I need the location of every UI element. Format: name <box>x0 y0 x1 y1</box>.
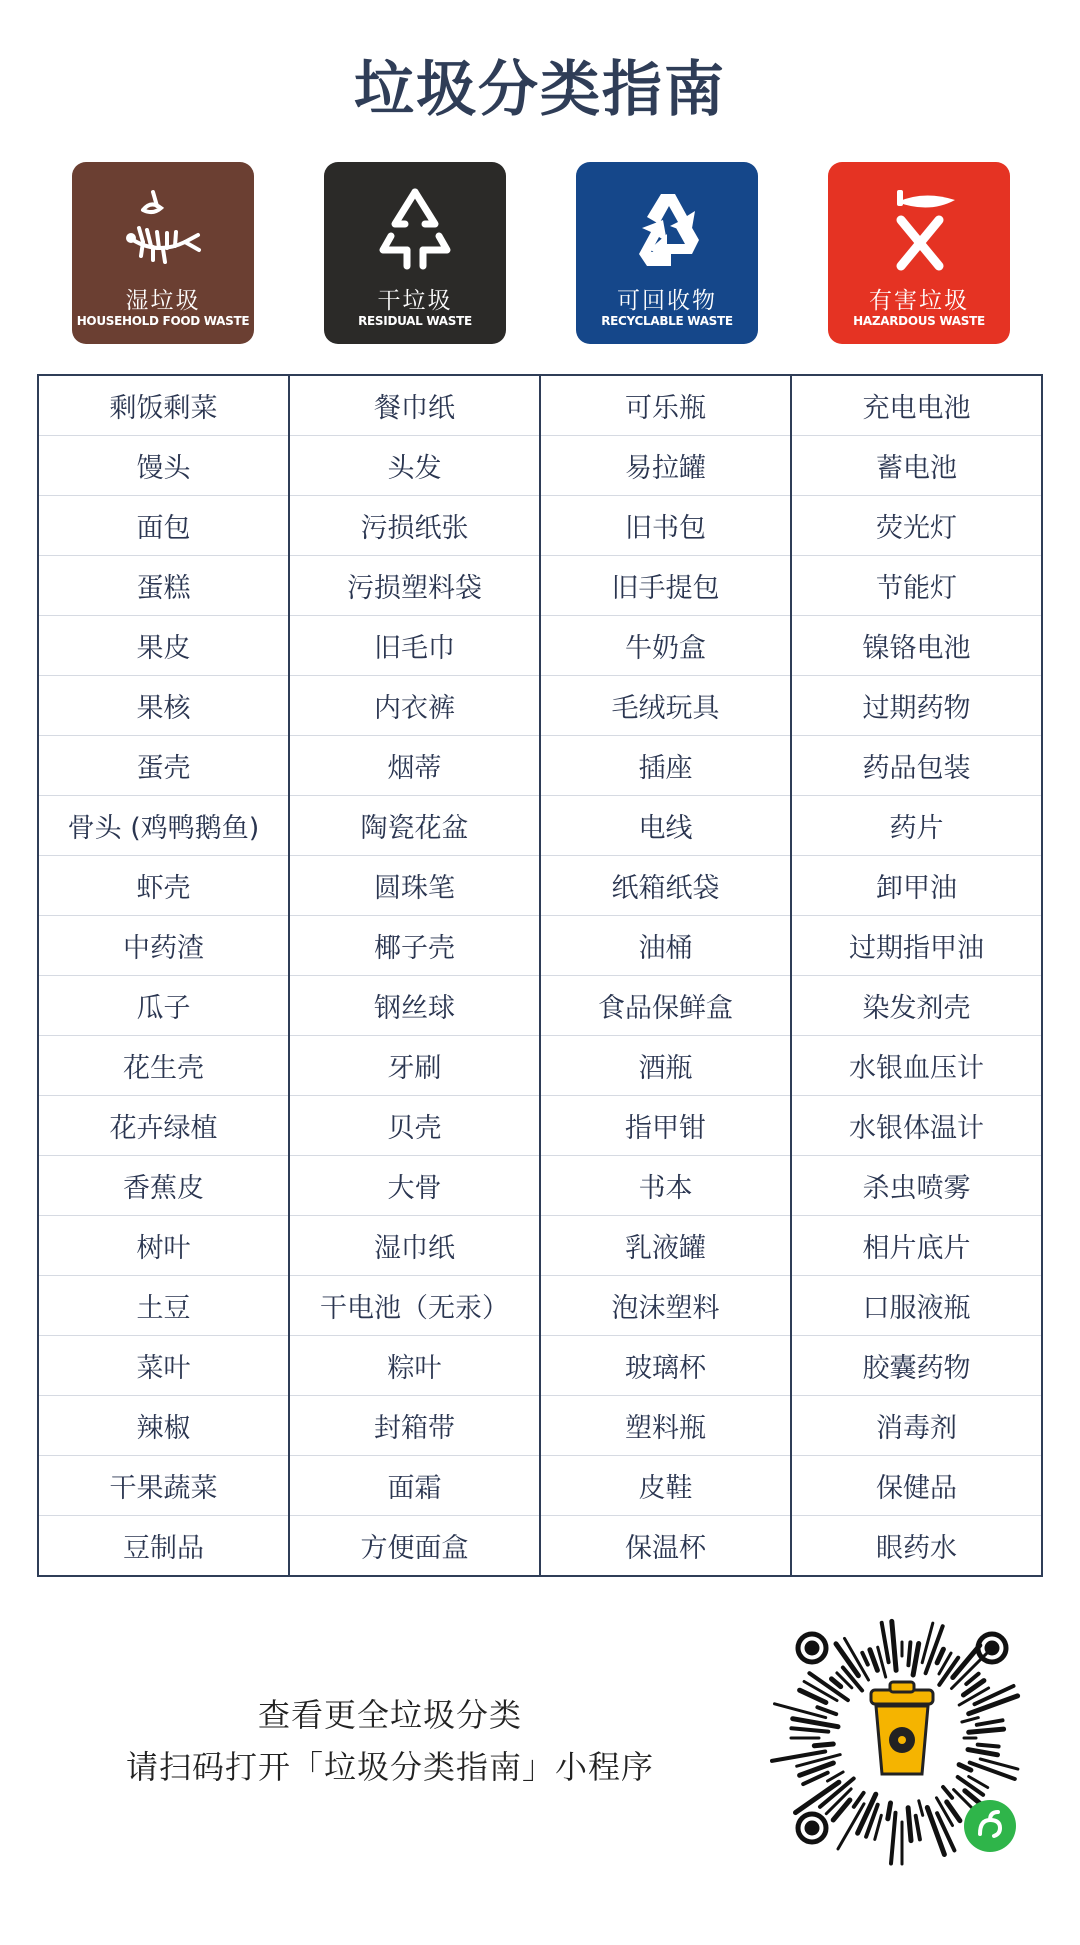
category-household-food-waste <box>72 162 254 344</box>
wet-waste-cell: 干果蔬菜 <box>38 1456 289 1516</box>
wet-waste-cell: 果皮 <box>38 616 289 676</box>
table-row <box>38 916 1042 976</box>
table-row <box>38 1396 1042 1456</box>
wet-waste-cell: 花卉绿植 <box>38 1096 289 1156</box>
hazardous-cell: 药品包装 <box>791 736 1042 796</box>
recyclable-cell: 牛奶盒 <box>540 616 791 676</box>
qr-ray <box>919 1801 923 1816</box>
footer-line-2: 请扫码打开「垃圾分类指南」小程序 <box>125 1748 654 1786</box>
residual-waste-cell: 粽叶 <box>289 1336 540 1396</box>
wet-waste-cell: 树叶 <box>38 1216 289 1276</box>
residual-waste-cell: 钢丝球 <box>289 976 540 1036</box>
recyclable-cell: 酒瓶 <box>540 1036 791 1096</box>
classification-table <box>37 374 1043 1577</box>
wet-waste-cell: 剩饭剩菜 <box>38 375 289 436</box>
table-row <box>38 676 1042 736</box>
recyclable-cell: 玻璃杯 <box>540 1336 791 1396</box>
qr-ray <box>937 1649 943 1663</box>
table-row <box>38 1276 1042 1336</box>
qr-ray <box>966 1674 978 1684</box>
recyclable-cell: 可乐瓶 <box>540 375 791 436</box>
mini-program-qr-code[interactable] <box>762 1598 1042 1878</box>
table-row <box>38 1036 1042 1096</box>
category-label: 可回收物 <box>617 288 717 314</box>
qr-ray <box>892 1621 896 1670</box>
qr-ray <box>968 1750 998 1755</box>
residual-waste-cell: 椰子壳 <box>289 916 540 976</box>
hazardous-cell: 节能灯 <box>791 556 1042 616</box>
qr-ray <box>913 1644 919 1676</box>
category-residual-waste <box>324 162 506 344</box>
qr-ray <box>814 1744 833 1746</box>
residual-waste-cell: 头发 <box>289 436 540 496</box>
recycle-icon <box>617 180 717 280</box>
table-row <box>38 375 1042 436</box>
fish-bone-icon <box>113 180 213 280</box>
wet-waste-cell: 蛋糕 <box>38 556 289 616</box>
residual-waste-cell: 旧毛巾 <box>289 616 540 676</box>
category-label: 湿垃圾 <box>125 288 201 314</box>
residual-waste-cell: 污损塑料袋 <box>289 556 540 616</box>
qr-ray <box>908 1642 910 1665</box>
wet-waste-cell: 面包 <box>38 496 289 556</box>
qr-ray <box>870 1650 878 1671</box>
recyclable-cell: 毛绒玩具 <box>540 676 791 736</box>
wechat-mini-program-icon <box>964 1800 1016 1852</box>
wet-waste-cell: 骨头 (鸡鸭鹅鱼) <box>38 796 289 856</box>
qr-eye-top-left <box>798 1634 826 1662</box>
hazardous-cell: 充电电池 <box>791 375 1042 436</box>
recyclable-cell: 皮鞋 <box>540 1456 791 1516</box>
hazardous-cell: 镍铬电池 <box>791 616 1042 676</box>
category-label: 干垃圾 <box>377 288 453 314</box>
qr-ray <box>943 1787 952 1798</box>
recyclable-cell: 保温杯 <box>540 1516 791 1577</box>
hazardous-cell: 药片 <box>791 796 1042 856</box>
recyclable-cell: 油桶 <box>540 916 791 976</box>
residual-waste-cell: 湿巾纸 <box>289 1216 540 1276</box>
hazardous-cell: 水银体温计 <box>791 1096 1042 1156</box>
residual-waste-cell: 方便面盒 <box>289 1516 540 1577</box>
wet-waste-cell: 菜叶 <box>38 1336 289 1396</box>
table-row <box>38 1516 1042 1577</box>
qr-ray <box>875 1815 882 1839</box>
hazardous-cell: 染发剂壳 <box>791 976 1042 1036</box>
recyclable-cell: 食品保鲜盒 <box>540 976 791 1036</box>
hazardous-cell: 过期药物 <box>791 676 1042 736</box>
table-row <box>38 616 1042 676</box>
category-hazardous-waste <box>828 162 1010 344</box>
recyclable-cell: 书本 <box>540 1156 791 1216</box>
qr-ray <box>832 1679 841 1687</box>
recyclable-cell: 插座 <box>540 736 791 796</box>
qr-ray <box>888 1803 891 1819</box>
residual-waste-cell: 烟蒂 <box>289 736 540 796</box>
residual-waste-cell: 贝壳 <box>289 1096 540 1156</box>
table-row <box>38 496 1042 556</box>
qr-ray <box>891 1813 896 1864</box>
category-label-en: HOUSEHOLD FOOD WASTE <box>76 314 250 328</box>
table-row <box>38 1336 1042 1396</box>
table-row <box>38 556 1042 616</box>
recyclable-cell: 塑料瓶 <box>540 1396 791 1456</box>
table-row <box>38 1216 1042 1276</box>
residual-waste-cell: 大骨 <box>289 1156 540 1216</box>
wet-waste-cell: 中药渣 <box>38 916 289 976</box>
qr-ray <box>793 1719 838 1727</box>
recyclable-cell: 纸箱纸袋 <box>540 856 791 916</box>
hazardous-cell: 消毒剂 <box>791 1396 1042 1456</box>
recyclable-cell: 旧手提包 <box>540 556 791 616</box>
hazardous-cell: 口服液瓶 <box>791 1276 1042 1336</box>
qr-eye-top-right <box>978 1634 1006 1662</box>
residual-waste-cell: 封箱带 <box>289 1396 540 1456</box>
hazardous-cell: 杀虫喷雾 <box>791 1156 1042 1216</box>
wet-waste-cell: 土豆 <box>38 1276 289 1336</box>
table-row <box>38 1096 1042 1156</box>
qr-ray <box>908 1808 911 1841</box>
trash-bin-icon <box>871 1682 933 1774</box>
recyclable-cell: 乳液罐 <box>540 1216 791 1276</box>
qr-eye-bottom-left <box>798 1814 826 1842</box>
qr-ray <box>862 1653 868 1665</box>
hazardous-cell: 荧光灯 <box>791 496 1042 556</box>
wet-waste-cell: 豆制品 <box>38 1516 289 1577</box>
wet-waste-cell: 花生壳 <box>38 1036 289 1096</box>
hazardous-cell: 胶囊药物 <box>791 1336 1042 1396</box>
wet-waste-cell: 虾壳 <box>38 856 289 916</box>
qr-ray <box>817 1707 836 1714</box>
residual-waste-icon <box>365 180 465 280</box>
qr-ray <box>882 1623 889 1662</box>
table-row <box>38 736 1042 796</box>
hazardous-cell: 过期指甲油 <box>791 916 1042 976</box>
category-icons <box>0 162 1080 344</box>
hazardous-cell: 水银血压计 <box>791 1036 1042 1096</box>
qr-ray <box>978 1745 999 1747</box>
hazardous-cell: 卸甲油 <box>791 856 1042 916</box>
page-title: 垃圾分类指南 <box>354 55 726 125</box>
recyclable-cell: 电线 <box>540 796 791 856</box>
table-row <box>38 436 1042 496</box>
table-row <box>38 856 1042 916</box>
hazardous-cell: 蓄电池 <box>791 436 1042 496</box>
category-label: 有害垃圾 <box>869 288 969 314</box>
qr-ray <box>828 1772 844 1781</box>
residual-waste-cell: 牙刷 <box>289 1036 540 1096</box>
qr-ray <box>926 1626 943 1673</box>
category-label-en: RECYCLABLE WASTE <box>601 314 733 328</box>
residual-waste-cell: 圆珠笔 <box>289 856 540 916</box>
residual-waste-cell: 餐巾纸 <box>289 375 540 436</box>
footer-line-1: 查看更全垃圾分类 <box>257 1696 522 1734</box>
recyclable-cell: 旧书包 <box>540 496 791 556</box>
category-recyclable-waste <box>576 162 758 344</box>
qr-ray <box>959 1765 971 1771</box>
recyclable-cell: 泡沫塑料 <box>540 1276 791 1336</box>
hazardous-cell: 相片底片 <box>791 1216 1042 1276</box>
category-label-en: RESIDUAL WASTE <box>358 314 472 328</box>
hazardous-cell: 保健品 <box>791 1456 1042 1516</box>
qr-ray <box>962 1718 978 1722</box>
wet-waste-cell: 果核 <box>38 676 289 736</box>
wet-waste-cell: 瓜子 <box>38 976 289 1036</box>
table-row <box>38 796 1042 856</box>
qr-ray <box>916 1816 920 1840</box>
qr-ray <box>977 1720 1003 1725</box>
table-row <box>38 1456 1042 1516</box>
recyclable-cell: 易拉罐 <box>540 436 791 496</box>
wet-waste-cell: 辣椒 <box>38 1396 289 1456</box>
residual-waste-cell: 内衣裤 <box>289 676 540 736</box>
wet-waste-cell: 馒头 <box>38 436 289 496</box>
wet-waste-cell: 蛋壳 <box>38 736 289 796</box>
table-row <box>38 976 1042 1036</box>
category-label-en: HAZARDOUS WASTE <box>853 314 985 328</box>
residual-waste-cell: 干电池（无汞） <box>289 1276 540 1336</box>
residual-waste-cell: 陶瓷花盆 <box>289 796 540 856</box>
recyclable-cell: 指甲钳 <box>540 1096 791 1156</box>
residual-waste-cell: 污损纸张 <box>289 496 540 556</box>
qr-ray <box>878 1647 886 1677</box>
qr-ray <box>791 1728 828 1731</box>
residual-waste-cell: 面霜 <box>289 1456 540 1516</box>
table-row <box>38 1156 1042 1216</box>
hazardous-icon <box>869 180 969 280</box>
hazardous-cell: 眼药水 <box>791 1516 1042 1577</box>
wet-waste-cell: 香蕉皮 <box>38 1156 289 1216</box>
qr-ray <box>969 1729 1004 1732</box>
